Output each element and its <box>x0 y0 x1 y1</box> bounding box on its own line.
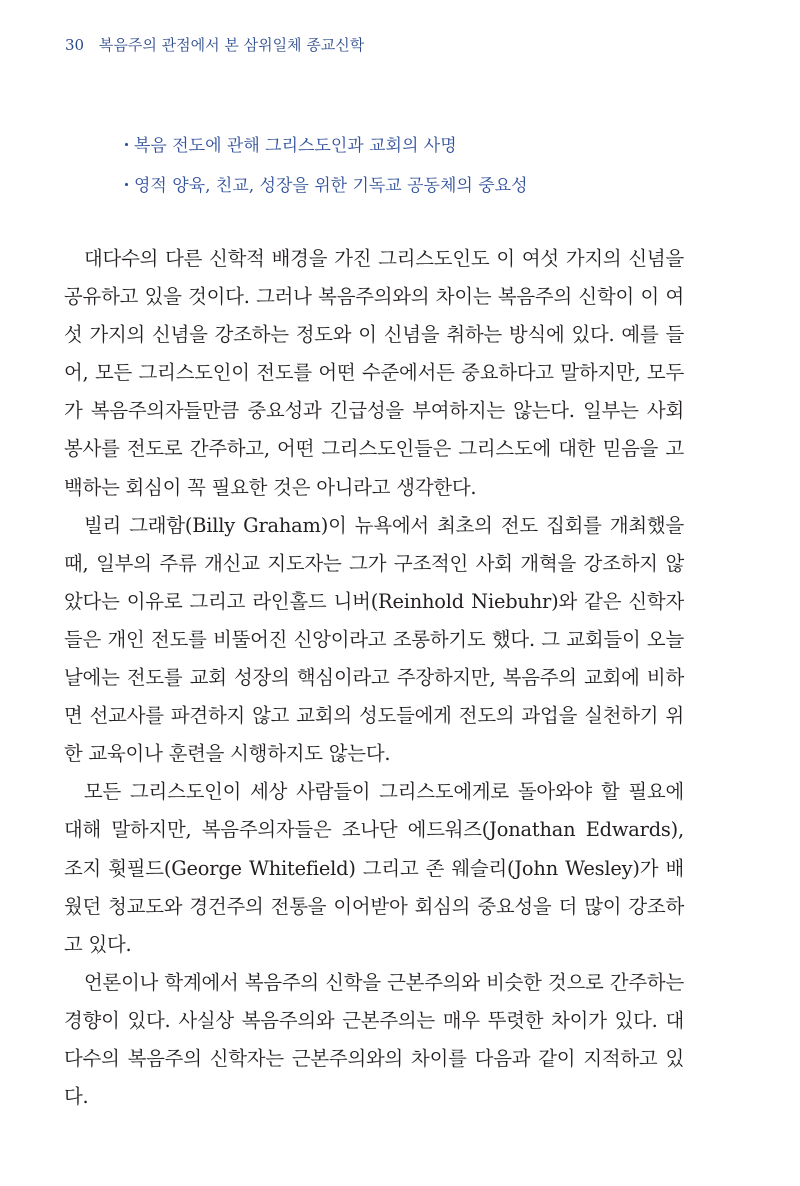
paragraph: 모든 그리스도인이 세상 사람들이 그리스도에게로 돌아와야 할 필요에 대해 말하지만, 복음주의자들은 조나단 에드워즈(Jonathan Edwards), 조지 휫필드(George Whitefield) 그리고 존 웨슬리(John Wesley)가 배웠던 청교도와 경건주의 전통을 이어받아 회심의 중요성을 더 많이 강조하고 있다. <box>64 780 684 956</box>
paragraph: 언론이나 학계에서 복음주의 신학을 근본주의와 비슷한 것으로 간주하는 경향이 있다. 사실상 복음주의와 근본주의는 매우 뚜렷한 차이가 있다. 대다수의 복음주의 신학자는 근본주의와의 차이를 다음과 같이 지적하고 있다. <box>64 970 684 1109</box>
bullet-text: 영적 양육, 친교, 성장을 위한 기독교 공동체의 중요성 <box>134 176 528 196</box>
running-title: 복음주의 관점에서 본 삼위일체 종교신학 <box>98 36 365 54</box>
body-text <box>64 240 684 1116</box>
bullet-text: 복음 전도에 관해 그리스도인과 교회의 사명 <box>134 136 457 156</box>
bullet-marker: ・ <box>118 136 135 156</box>
bullet-marker: ・ <box>118 176 135 196</box>
bullet-list <box>118 126 528 206</box>
paragraph: 대다수의 다른 신학적 배경을 가진 그리스도인도 이 여섯 가지의 신념을 공유하고 있을 것이다. 그러나 복음주의와의 차이는 복음주의 신학이 이 여섯 가지의 신념을 강조하는 정도와 이 신념을 취하는 방식에 있다. 예를 들어, 모든 그리스도인이 전도를 어떤 수준에서든 중요하다고 말하지만, 모두가 복음주의자들만큼 중요성과 긴급성을 부여하지는 않는다. 일부는 사회 봉사를 전도로 간주하고, 어떤 그리스도인들은 그리스도에 대한 믿음을 고백하는 회심이 꼭 필요한 것은 아니라고 생각한다. <box>64 247 684 499</box>
bullet-item <box>118 166 528 206</box>
paragraph: 빌리 그래함(Billy Graham)이 뉴욕에서 최초의 전도 집회를 개최했을 때, 일부의 주류 개신교 지도자는 그가 구조적인 사회 개혁을 강조하지 않았다는 이유로 그리고 라인홀드 니버(Reinhold Niebuhr)와 같은 신학자들은 개인 전도를 비뚤어진 신앙이라고 조롱하기도 했다. 그 교회들이 오늘날에는 전도를 교회 성장의 핵심이라고 주장하지만, 복음주의 교회에 비하면 선교사를 파견하지 않고 교회의 성도들에게 전도의 과업을 실천하기 위한 교육이나 훈련을 시행하지도 않는다. <box>64 513 684 766</box>
bullet-item <box>118 126 528 166</box>
running-header <box>65 34 364 55</box>
page-number: 30 <box>65 36 85 54</box>
